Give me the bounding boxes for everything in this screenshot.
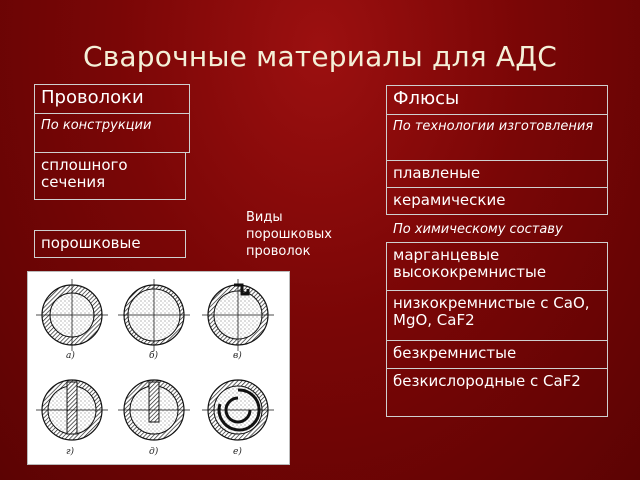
label-e: е)	[233, 447, 242, 457]
wire-type-solid: сплошного сечения	[41, 156, 128, 191]
flux-oxygen-free: безкислородные с CaF2	[393, 372, 581, 390]
flux-fused-box	[386, 160, 608, 188]
flux-silicon-free-box	[386, 340, 608, 369]
flux-silicon-free: безкремнистые	[393, 344, 517, 362]
slide-title: Сварочные материалы для АДС	[82, 40, 558, 73]
flux-oxygen-free-box	[386, 368, 608, 417]
wires-header-box	[34, 84, 190, 114]
cross-sections-svg	[28, 272, 289, 464]
figure-caption: Виды порошковых проволок	[246, 210, 332, 259]
flux-fused: плавленые	[393, 164, 481, 182]
wires-by-design-box	[34, 113, 190, 153]
flux-low-silicon-box	[386, 290, 608, 341]
label-a: а)	[66, 351, 75, 361]
wires-header: Проволоки	[41, 87, 144, 108]
flux-ceramic: керамические	[393, 191, 506, 209]
label-d: д)	[149, 447, 159, 457]
section-d	[118, 380, 190, 440]
fluxes-header-box	[386, 85, 608, 115]
wire-type-flux-cored-box	[34, 230, 186, 258]
section-a	[36, 279, 108, 351]
section-v	[202, 279, 274, 351]
wire-type-flux-cored: порошковые	[41, 234, 141, 252]
flux-manganese: марганцевые высококремнистые	[393, 246, 547, 281]
flux-low-silicon: низкокремнистые с CaO, MgO, CaF2	[393, 294, 590, 329]
flux-ceramic-box	[386, 187, 608, 215]
section-b	[118, 279, 190, 351]
fluxes-by-technology-label: По технологии изготовления	[393, 119, 594, 134]
flux-manganese-box	[386, 242, 608, 291]
flux-cored-wire-cross-sections	[27, 271, 290, 465]
section-e	[202, 380, 274, 440]
fluxes-by-composition-label: По химическому составу	[393, 222, 563, 237]
label-g: г)	[66, 447, 75, 457]
wires-by-design-label: По конструкции	[41, 118, 152, 133]
label-v: в)	[233, 351, 242, 361]
wire-type-solid-box	[34, 152, 186, 200]
section-g	[36, 380, 108, 440]
label-b: б)	[149, 351, 159, 361]
fluxes-header: Флюсы	[393, 88, 460, 109]
fluxes-by-technology-box	[386, 114, 608, 161]
